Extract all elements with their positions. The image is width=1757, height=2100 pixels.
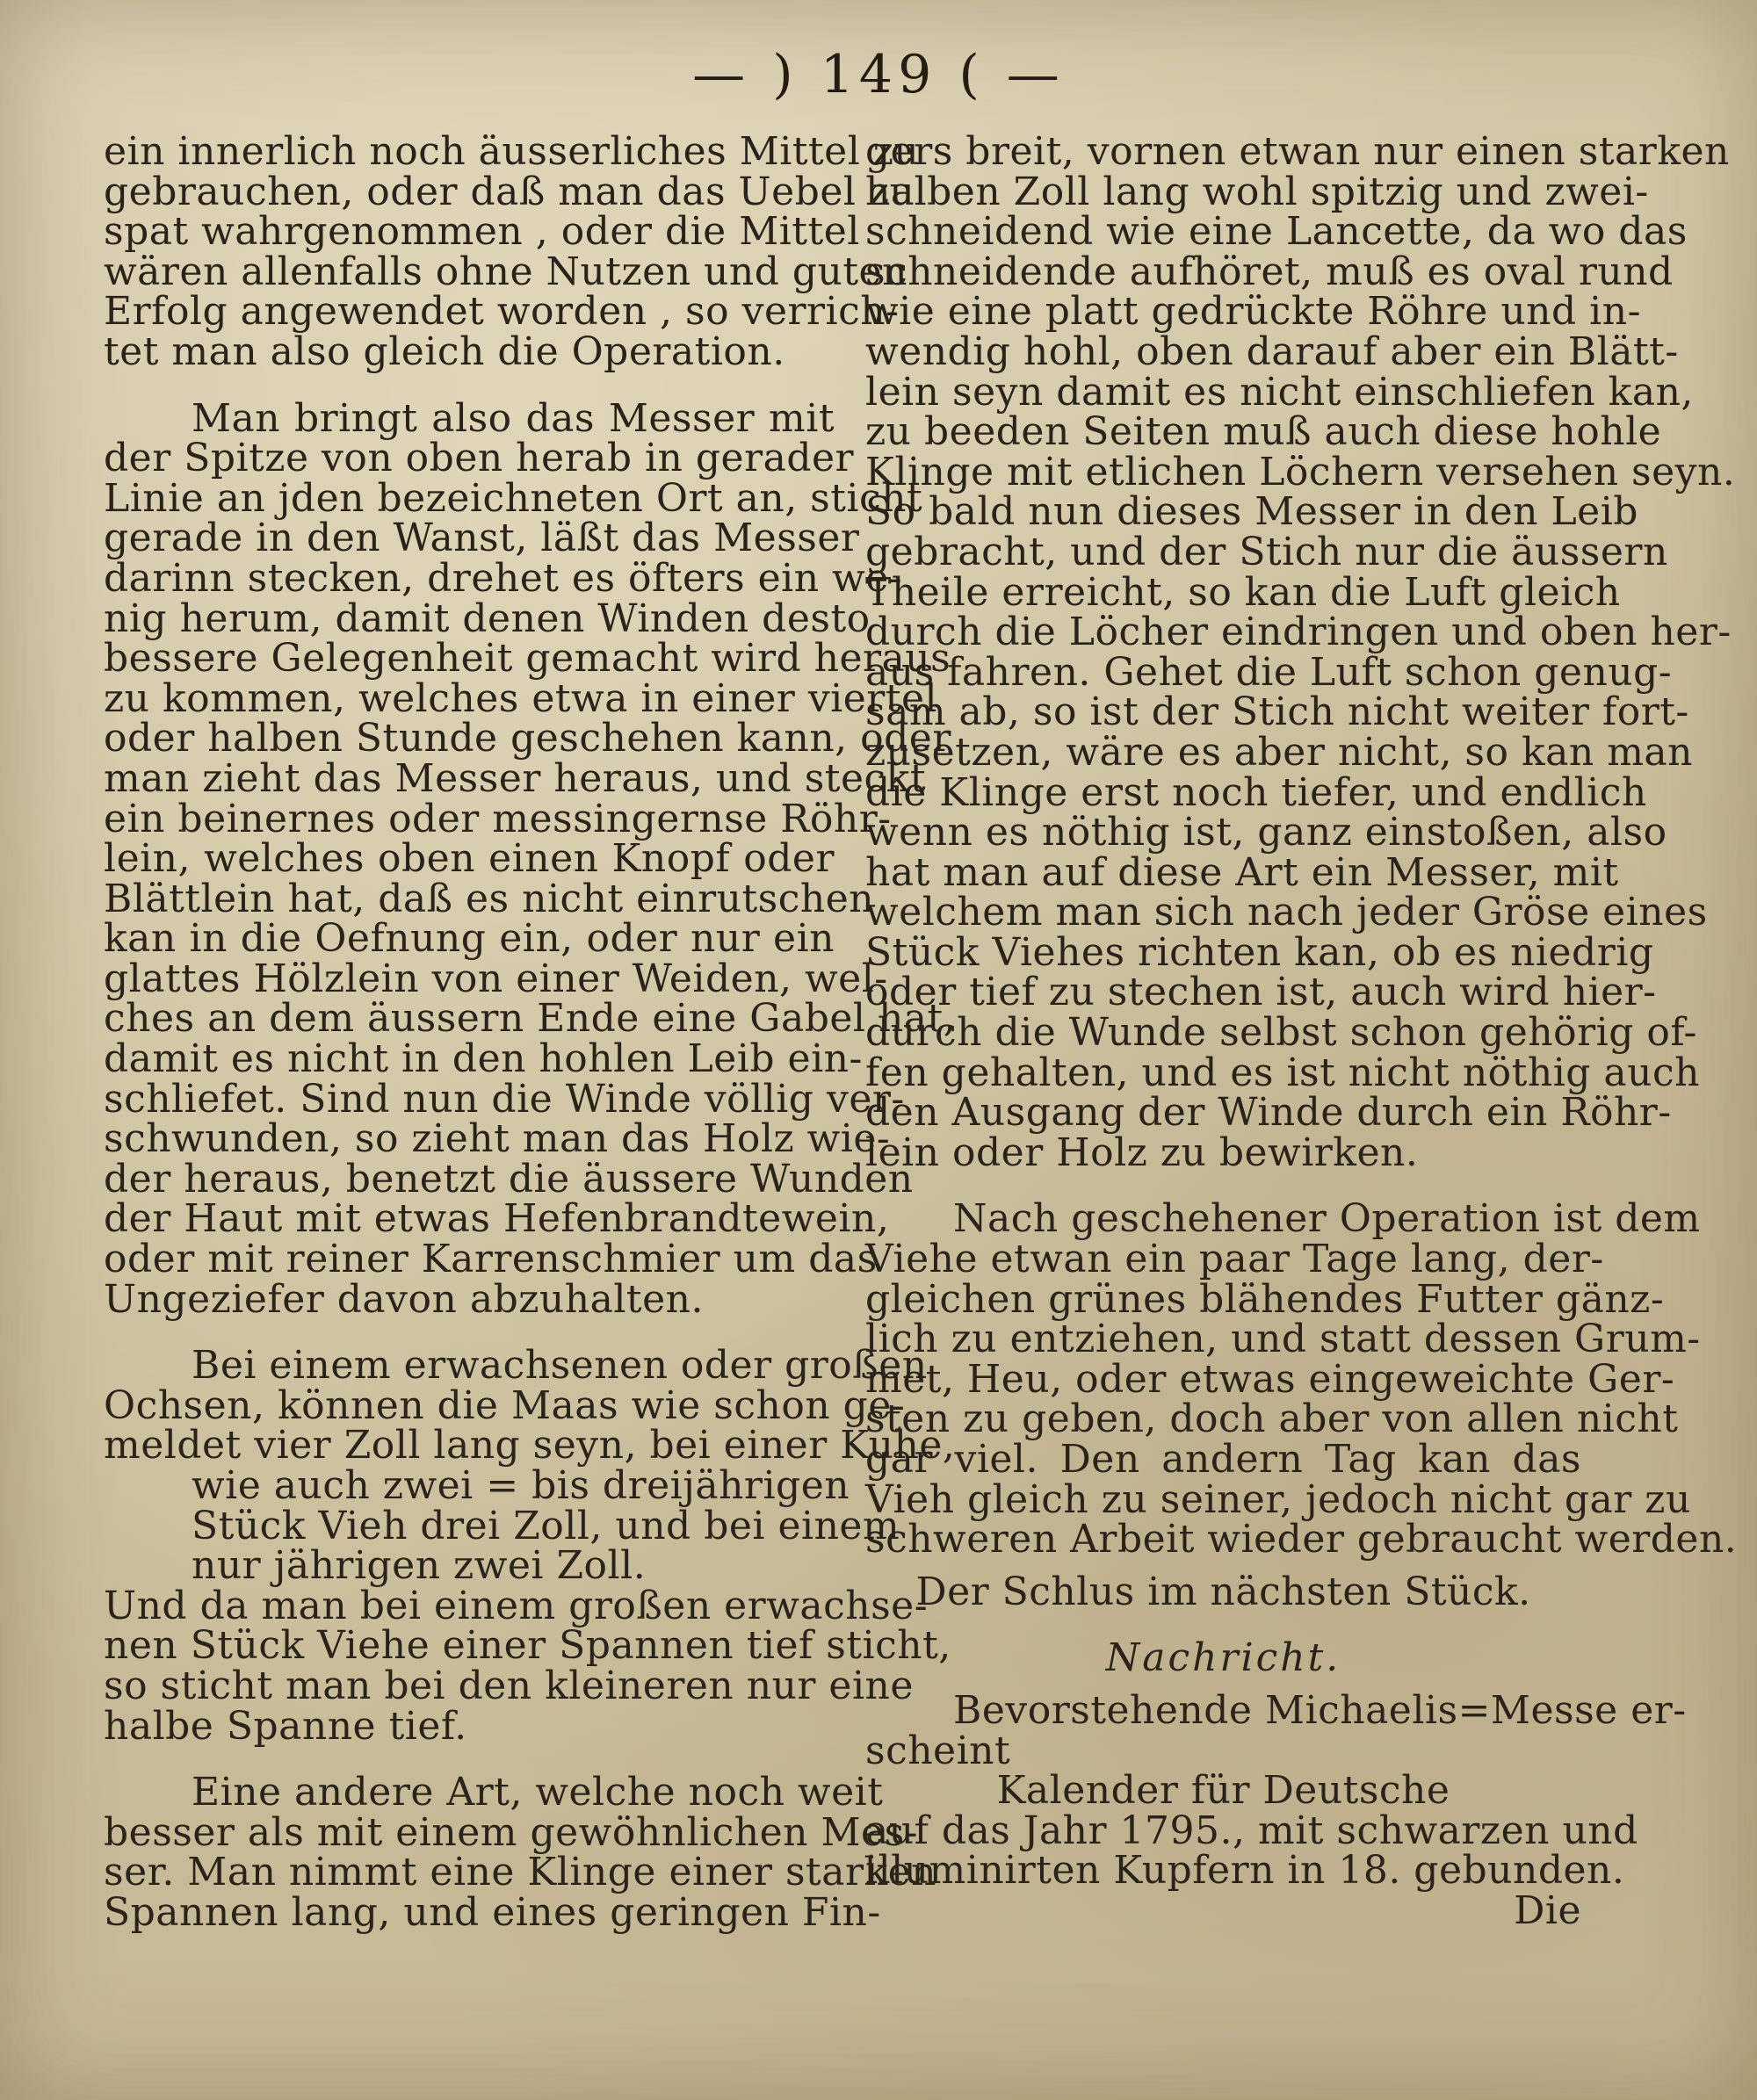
text-line: Nach geschehener Operation ist dem	[953, 1196, 1701, 1242]
text-line: zu kommen, welches etwa in einer viertel	[104, 675, 938, 721]
text-line: lein oder Holz zu bewirken.	[865, 1129, 1419, 1175]
text-line: sam ab, so ist der Stich nicht weiter fort-	[865, 689, 1689, 735]
text-line: tet man also gleich die Operation.	[104, 328, 785, 374]
text-line: Bevorstehende Michaelis=Messe er-	[953, 1687, 1687, 1733]
text-line: oder halben Stunde geschehen kann, oder	[104, 716, 951, 761]
text-line: die Klinge erst noch tiefer, und endlich	[865, 769, 1647, 815]
text-line: gebrauchen, oder daß man das Uebel zu	[104, 169, 915, 214]
text-line: den Ausgang der Winde durch ein Röhr-	[865, 1090, 1672, 1136]
text-line: schweren Arbeit wieder gebraucht werden.	[865, 1517, 1738, 1562]
text-line: ches an dem äussern Ende eine Gabel hat,	[104, 996, 957, 1042]
text-line: Und da man bei einem großen erwachse-	[104, 1583, 929, 1628]
text-line: illuminirten Kupfern in 18. gebunden.	[865, 1848, 1625, 1894]
text-line: besser als mit einem gewöhnlichen Mes-	[104, 1809, 919, 1855]
text-line: zu beeden Seiten muß auch diese hohle	[865, 409, 1662, 455]
text-line: wenn es nöthig ist, ganz einstoßen, also	[865, 810, 1667, 855]
paragraph-3	[104, 1343, 956, 1589]
text-line: Bei einem erwachsenen oder großen	[192, 1343, 928, 1389]
text-line: gers breit, vornen etwan nur einen starken	[865, 129, 1730, 174]
text-line: wären allenfalls ohne Nutzen und guten	[104, 249, 907, 294]
paragraph-1	[104, 129, 920, 374]
text-line: hat man auf diese Art ein Messer, mit	[865, 849, 1619, 895]
calendar-title: Kalender für Deutsche	[996, 1768, 1450, 1814]
text-line: gerade in den Wanst, läßt das Messer	[104, 516, 860, 561]
text-line: nig herum, damit denen Winden desto	[104, 595, 871, 641]
text-line: Man bringt also das Messer mit	[192, 395, 835, 441]
text-line: sten zu geben, doch aber von allen nicht	[865, 1396, 1679, 1442]
text-line: nur jährigen zwei Zoll.	[192, 1543, 647, 1589]
text-line: auf das Jahr 1795., mit schwarzen und	[865, 1808, 1638, 1853]
text-line: fen gehalten, und es ist nicht nöthig auch	[865, 1050, 1700, 1095]
text-line: der heraus, benetzt die äussere Wunden	[104, 1156, 914, 1202]
text-line: Blättlein hat, daß es nicht einrutschen	[104, 876, 875, 921]
page-number: — ) 149 ( —	[692, 44, 1065, 105]
text-line: ein innerlich noch äusserliches Mittel zu	[104, 129, 920, 174]
text-line: wie eine platt gedrückte Röhre und in-	[865, 289, 1641, 335]
text-line: kan in die Oefnung ein, oder nur ein	[104, 916, 835, 962]
text-line: oder mit reiner Karrenschmier um das	[104, 1237, 878, 1282]
text-line: wendig hohl, oben darauf aber ein Blätt-	[865, 328, 1679, 374]
paragraph-2	[104, 395, 957, 1322]
paragraph-6	[865, 129, 1736, 1175]
text-line: wie auch zwei = bis dreijährigen	[192, 1463, 850, 1508]
text-line: meldet vier Zoll lang seyn, bei einer Kuhe,	[104, 1423, 956, 1469]
text-line: gebracht, und der Stich nur die äussern	[865, 529, 1668, 574]
text-line: damit es nicht in den hohlen Leib ein-	[104, 1036, 863, 1082]
text-line: spat wahrgenommen , oder die Mittel	[104, 209, 860, 255]
text-line: Eine andere Art, welche noch weit	[192, 1770, 884, 1815]
text-line: Ochsen, können die Maas wie schon ge-	[104, 1382, 906, 1428]
paragraph-7	[865, 1196, 1738, 1562]
text-line: ser. Man nimmt eine Klinge einer starken	[104, 1850, 937, 1895]
text-line: scheint	[865, 1728, 1011, 1773]
text-line: der Haut mit etwas Hefenbrandtewein,	[104, 1196, 890, 1242]
notice-heading: Nachricht.	[1105, 1635, 1341, 1681]
text-line: lich zu entziehen, und statt dessen Grum-	[865, 1317, 1701, 1362]
catchword: Die	[1514, 1887, 1581, 1933]
text-line: Spannen lang, und eines geringen Fin-	[104, 1889, 881, 1935]
text-line: Vieh gleich zu seiner, jedoch nicht gar zu	[865, 1476, 1691, 1522]
text-line: nen Stück Viehe einer Spannen tief sticht,	[104, 1623, 951, 1669]
text-line: bessere Gelegenheit gemacht wird heraus	[104, 636, 951, 682]
text-line: ein beinernes oder messingernse Röhr-	[104, 796, 892, 841]
text-line: man zieht das Messer heraus, und steckt	[104, 755, 927, 801]
text-line: der Spitze von oben herab in gerader	[104, 436, 855, 481]
text-line: gleichen grünes blähendes Futter gänz-	[865, 1276, 1665, 1322]
continuation-note: Der Schlus im nächsten Stück.	[915, 1569, 1531, 1614]
right-column	[865, 129, 1738, 1933]
text-line: Ungeziefer davon abzuhalten.	[104, 1276, 704, 1322]
text-line: schneidend wie eine Lancette, da wo das	[865, 209, 1688, 255]
text-line: schwunden, so zieht man das Holz wie-	[104, 1116, 891, 1162]
text-line: lein seyn damit es nicht einschliefen kan,	[865, 369, 1694, 415]
text-line: Klinge mit etlichen Löchern versehen seyn.	[865, 449, 1736, 494]
text-line: Viehe etwan ein paar Tage lang, der-	[865, 1237, 1604, 1282]
text-line: Linie an jden bezeichneten Ort an, sticht	[104, 475, 923, 521]
notice-body	[865, 1687, 1687, 1933]
text-line: gar viel. Den andern Tag kan das	[865, 1437, 1581, 1482]
text-line: Stück Viehes richten kan, ob es niedrig	[865, 929, 1654, 975]
text-line: Erfolg angewendet worden , so verrich-	[104, 289, 900, 335]
text-line: schliefet. Sind nun die Winde völlig ver-	[104, 1076, 905, 1122]
paragraph-5	[104, 1770, 937, 1935]
text-line: schneidende aufhöret, muß es oval rund	[865, 249, 1674, 294]
text-line: met, Heu, oder etwas eingeweichte Ger-	[865, 1356, 1675, 1402]
text-line: Theile erreicht, so kan die Luft gleich	[865, 569, 1621, 615]
text-line: lein, welches oben einen Knopf oder	[104, 836, 835, 882]
text-line: So bald nun dieses Messer in den Leib	[865, 489, 1638, 535]
text-line: halben Zoll lang wohl spitzig und zwei-	[865, 169, 1649, 214]
text-line: aus fahren. Gehet die Luft schon genug-	[865, 649, 1673, 695]
text-line: glattes Hölzlein von einer Weiden, wel-	[104, 956, 888, 1001]
text-line: welchem man sich nach jeder Gröse eines	[865, 890, 1708, 935]
text-line: durch die Löcher eindringen und oben her-	[865, 610, 1732, 655]
text-line: darinn stecken, drehet es öfters ein we-	[104, 555, 903, 601]
text-line: durch die Wunde selbst schon gehörig of-	[865, 1010, 1697, 1056]
text-line: halbe Spanne tief.	[104, 1703, 467, 1749]
text-line: so sticht man bei den kleineren nur eine	[104, 1663, 914, 1708]
text-line: zusetzen, wäre es aber nicht, so kan man	[865, 729, 1693, 775]
text-line: Stück Vieh drei Zoll, und bei einem	[192, 1503, 900, 1548]
text-line: oder tief zu stechen ist, auch wird hier-	[865, 970, 1657, 1015]
paragraph-4	[104, 1583, 951, 1749]
